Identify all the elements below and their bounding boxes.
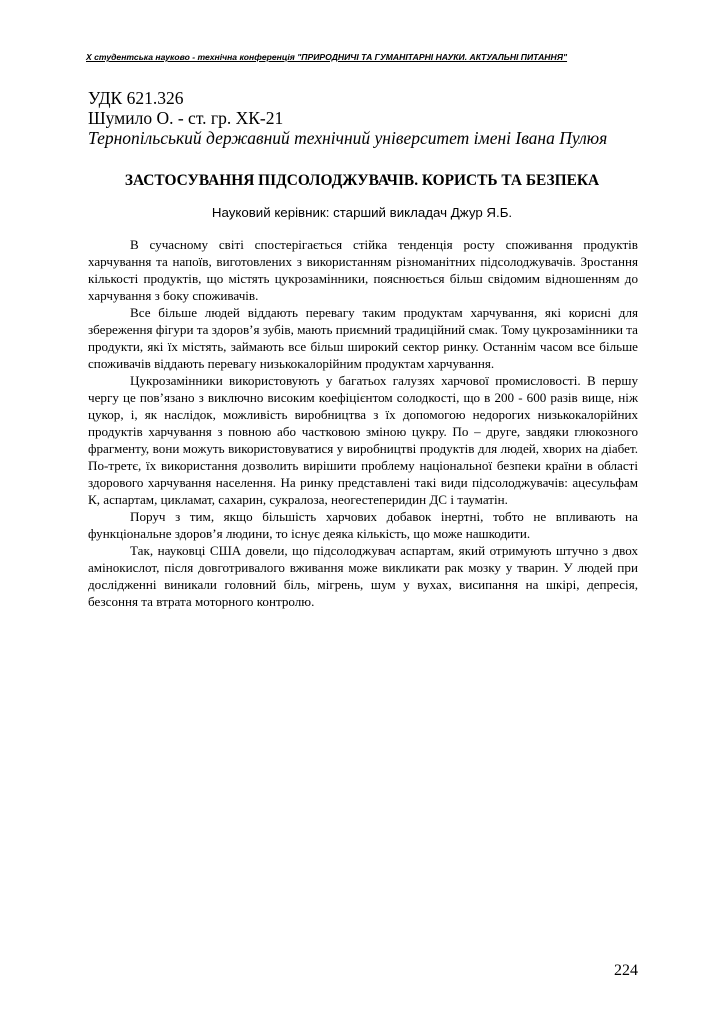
article-body: [88, 236, 638, 610]
institution-line: Тернопільський державний технічний університет імені Івана Пулюя: [88, 128, 608, 148]
page-number: 224: [614, 962, 638, 979]
udk-code: УДК 621.326: [88, 88, 184, 108]
body-paragraph: Поруч з тим, якщо більшість харчових добавок інертні, тобто не впливають на функціональне здоров’я людини, то існує деяка кількість, що може нашкодити.: [88, 509, 638, 541]
running-header: X студентська науково - технічна конференція "ПРИРОДНИЧІ ТА ГУМАНІТАРНІ НАУКИ. АКТУАЛЬНІ ПИТАННЯ": [86, 52, 568, 62]
body-paragraph: Так, науковці США довели, що підсолоджувач аспартам, який отримують штучно з двох амінокислот, після довготривалого вживання може викликати рак мозку у тварин. У людей при дослідженні виникали головний біль, мігрень, шум у вухах, висипання на шкірі, депресія, безсоння та втрата моторного контролю.: [88, 543, 638, 609]
author-line: Шумило О. - ст. гр. ХК-21: [88, 108, 284, 128]
article-header: [88, 88, 648, 148]
body-paragraph: В сучасному світі спостерігається стійка тенденція росту споживання продуктів харчування та напоїв, виготовлених з використанням різноманітних підсолоджувачів. Зростання кількості продуктів, що містять цукрозамінники, пояснюється більш свідомим відношенням до харчування з боку споживачів.: [88, 237, 638, 303]
body-paragraph: Цукрозамінники використовують у багатьох галузях харчової промисловості. В першу чергу це пов’язано з виключно високим коефіцієнтом солодкості, що в 200 - 600 разів вище, ніж цукор, і, як наслідок, можливість виробництва з їх допомогою недорогих низькокалорійних продуктів харчування з повною або частковою зміною цукру. По – друге, завдяки глюкозного фрагменту, вони можуть використовуватися у виробництві продуктів для людей, хворих на діабет. По-третє, їх використання дозволить вирішити проблему національної безпеки країни в області здорового харчування населення. На ринку представлені такі види підсолоджувачів: ацесульфам К, аспартам, цикламат, сахарин, сукралоза, неогестеперидин ДС і тауматін.: [88, 373, 638, 507]
supervisor-line: Науковий керівник: старший викладач Джур Я.Б.: [211, 205, 513, 220]
body-paragraph: Все більше людей віддають перевагу таким продуктам харчування, які корисні для збереження фігури та здоров’я зубів, мають приємний традиційний смак. Тому цукрозамінники та продукти, які їх містять, займають все більш широкий сектор ринку. Останнім часом все більше споживачів віддають перевагу низькокалорійним продуктам харчування.: [88, 305, 638, 371]
article-title: ЗАСТОСУВАННЯ ПІДСОЛОДЖУВАЧІВ. КОРИСТЬ ТА БЕЗПЕКА: [124, 172, 600, 189]
